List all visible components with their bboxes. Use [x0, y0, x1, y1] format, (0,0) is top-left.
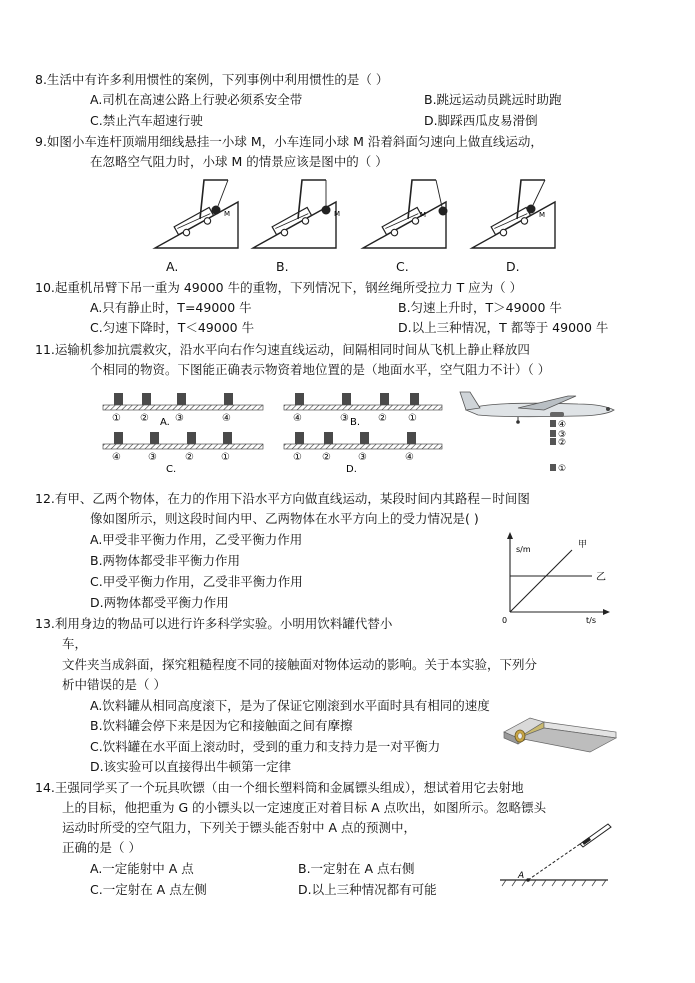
q9-label-a: A. — [166, 259, 179, 274]
q11-a-mark-2: ② — [140, 413, 149, 424]
q11-figure-d — [284, 432, 442, 475]
q9-ball-label-a: M — [224, 210, 231, 218]
q10-option-b: B.匀速上升时，T＞49000 牛 — [398, 300, 562, 315]
q11-figure-c — [103, 432, 263, 475]
q14-option-d: D.以上三种情况都有可能 — [298, 882, 437, 897]
q11-a-mark-4: ④ — [222, 413, 231, 424]
q9-ball-label-c: M — [420, 211, 427, 219]
q13-option-b: B.饮料罐会停下来是因为它和接触面之间有摩擦 — [90, 718, 353, 733]
q14-stem-line4: 正确的是（ ） — [62, 840, 141, 855]
q9-label-d: D. — [506, 259, 520, 274]
q12-stem-line1: 12.有甲、乙两个物体，在力的作用下沿水平方向做直线运动，某段时间内其路程－时间图 — [35, 491, 530, 506]
q11-c-mark-3: ② — [185, 452, 194, 463]
q14-option-b: B.一定射在 A 点右侧 — [298, 861, 415, 876]
q11-figure-a — [103, 393, 263, 428]
q10-option-d: D.以上三种情况，T 都等于 49000 牛 — [398, 320, 609, 335]
q11-b-mark-1: ④ — [293, 413, 302, 424]
q11-a-mark-3: ③ — [175, 413, 184, 424]
q11-plane-mark-3: ③ — [558, 430, 567, 440]
q9-figure-d — [472, 180, 555, 248]
q11-label-d: D. — [346, 464, 357, 475]
q9-ball-label-d: M — [539, 211, 546, 219]
q11-b-mark-2: ③ — [340, 413, 349, 424]
q12-ylabel: s/m — [516, 545, 531, 554]
q8-option-b: B.跳远运动员跳远时助跑 — [424, 92, 562, 107]
q11-c-mark-1: ④ — [112, 452, 121, 463]
q14-stem-line2: 上的目标，他把重为 G 的小镖头以一定速度正对着目标 A 点吹出，如图所示。忽略镖头 — [62, 800, 547, 815]
q9-figure-a — [155, 180, 238, 248]
q14-stem-line3: 运动时所受的空气阻力，下列关于镖头能否射中 A 点的预测中， — [62, 820, 416, 835]
q14-dart-figure — [496, 818, 626, 896]
q14-stem-line1: 14.王强同学买了一个玩具吹镖（由一个细长塑料筒和金属镖头组成），想试着用它去射地 — [35, 780, 524, 795]
q14-aim-line — [528, 844, 580, 880]
q9-figure-c — [363, 180, 448, 248]
q11-label-c: C. — [166, 464, 177, 475]
q10-option-a: A.只有静止时，T=49000 牛 — [90, 300, 252, 315]
q11-d-mark-4: ④ — [405, 452, 414, 463]
q11-stem-line2: 个相同的物资。下图能正确表示物资着地位置的是（地面水平，空气阻力不计）（ ） — [90, 362, 551, 377]
q13-stem-line1b: 车， — [62, 636, 88, 651]
q8-stem: 8.生活中有许多利用惯性的案例，下列事例中利用惯性的是（ ） — [35, 72, 389, 87]
q11-airplane-figure — [458, 382, 628, 482]
dart-tube-icon — [580, 824, 611, 847]
q11-b-mark-3: ② — [378, 413, 387, 424]
q11-label-b: B. — [350, 417, 361, 428]
q12-xlabel: t/s — [586, 616, 596, 625]
q11-d-mark-2: ② — [322, 452, 331, 463]
q11-plane-mark-4: ④ — [558, 420, 567, 430]
q8-option-a: A.司机在高速公路上行驶必须系安全带 — [90, 92, 303, 107]
q11-stem-line1: 11.运输机参加抗震救灾，沿水平向右作匀速直线运动，间隔相同时间从飞机上静止释放四 — [35, 342, 530, 357]
q11-plane-mark-2: ② — [558, 438, 567, 448]
q11-c-mark-4: ① — [221, 452, 230, 463]
q9-stem-line2: 在忽略空气阻力时，小球 M 的情景应该是图中的（ ） — [90, 154, 388, 169]
q13-option-a: A.饮料罐从相同高度滚下，是为了保证它刚滚到水平面时具有相同的速度 — [90, 698, 490, 713]
q12-origin: 0 — [502, 616, 508, 625]
q13-option-c: C.饮料罐在水平面上滚动时，受到的重力和支持力是一对平衡力 — [90, 739, 441, 754]
q8-option-d: D.脚踩西瓜皮易滑倒 — [424, 113, 538, 128]
q13-stem-line3: 析中错误的是（ ） — [62, 677, 166, 692]
q11-figure-b — [284, 393, 442, 428]
q13-stem-line2: 文件夹当成斜面，探究粗糙程度不同的接触面对物体运动的影响。关于本实验，下列分 — [62, 657, 538, 672]
q11-b-mark-4: ① — [408, 413, 417, 424]
q9-label-c: C. — [396, 259, 409, 274]
q13-option-d: D.该实验可以直接得出牛顿第一定律 — [90, 759, 292, 774]
q11-d-mark-3: ③ — [358, 452, 367, 463]
q12-label-yi: 乙 — [596, 572, 606, 583]
q14-option-c: C.一定射在 A 点左侧 — [90, 882, 207, 897]
q14-point-a: A — [518, 871, 525, 881]
q9-figure-b — [253, 180, 340, 248]
q11-d-mark-1: ① — [293, 452, 302, 463]
q10-stem: 10.起重机吊臂下吊一重为 49000 牛的重物，下列情况下，钢丝绳所受拉力 T 应为（ ） — [35, 280, 523, 295]
airplane-icon — [460, 392, 614, 424]
q9-ball-label-b: M — [334, 210, 341, 218]
q11-label-a: A. — [160, 417, 170, 428]
q11-a-mark-1: ① — [112, 413, 121, 424]
q9-stem-line1: 9.如图小车连杆顶端用细线悬挂一小球 M，小车连同小球 M 沿着斜面匀速向上做直线运动， — [35, 134, 543, 149]
q10-option-c: C.匀速下降时，T＜49000 牛 — [90, 320, 255, 335]
q14-option-a: A.一定能射中 A 点 — [90, 861, 194, 876]
q11-c-mark-2: ③ — [148, 452, 157, 463]
q12-label-jia: 甲 — [578, 540, 588, 550]
q13-folder-ramp-figure — [500, 712, 620, 756]
q12-st-graph — [496, 530, 620, 626]
q12-option-c: C.甲受平衡力作用，乙受非平衡力作用 — [90, 574, 303, 589]
q11-landing-figures — [98, 388, 468, 476]
q8-option-c: C.禁止汽车超速行驶 — [90, 113, 203, 128]
q11-plane-mark-1: ① — [558, 464, 567, 474]
q12-stem-line2: 像如图所示，则这段时间内甲、乙两物体在水平方向上的受力情况是( ) — [90, 511, 479, 526]
q12-option-b: B.两物体都受非平衡力作用 — [90, 553, 241, 568]
q9-label-b: B. — [276, 259, 289, 274]
q13-stem-line1: 13.利用身边的物品可以进行许多科学实验。小明用饮料罐代替小 — [35, 616, 393, 631]
q12-option-d: D.两物体都受平衡力作用 — [90, 595, 229, 610]
q12-line-jia — [510, 550, 572, 612]
q12-option-a: A.甲受非平衡力作用，乙受平衡力作用 — [90, 532, 303, 547]
